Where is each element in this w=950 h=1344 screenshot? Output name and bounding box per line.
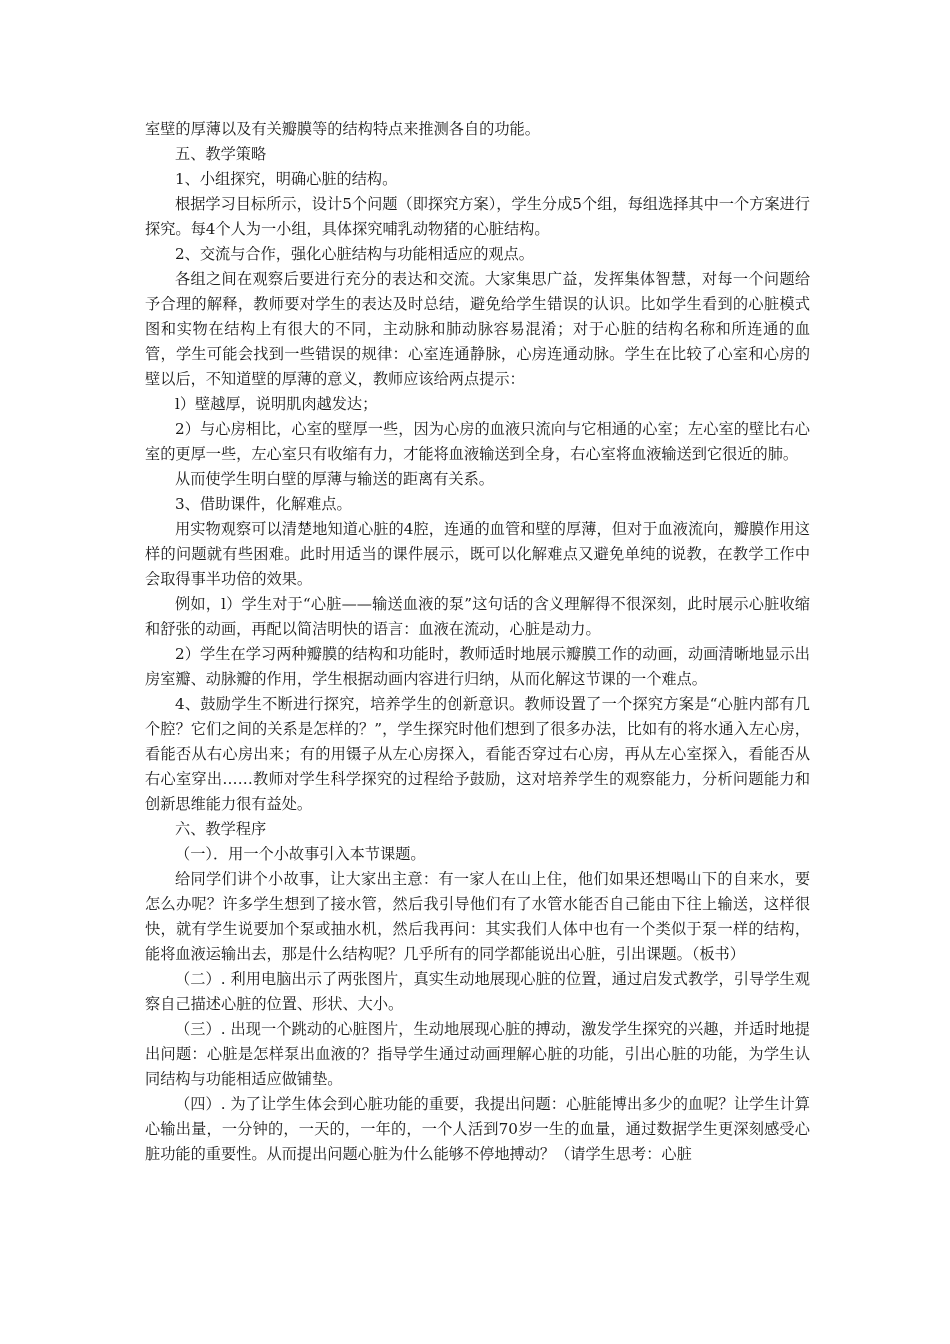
procedure-1-heading: （一）．用一个小故事引入本节课题。 — [175, 845, 426, 863]
paragraph-12: 例如，l）学生对于“心脏——输送血液的泵”这句话的含义理解得不很深刻，此时展示心脏收缩和舒张的动画，再配以简洁明快的语言：血液在流动，心脏是动力。 — [145, 595, 810, 638]
paragraph-1: 室壁的厚薄以及有关瓣膜等的结构特点来推测各自的功能。 — [145, 120, 540, 138]
strategy-3-heading: 3、借助课件，化解难点。 — [175, 495, 352, 513]
paragraph-4: 根据学习目标所示，设计5个问题（即探究方案），学生分成5个组，每组选择其中一个方案进行探究。每4个人为一小组，具体探究哺乳动物猪的心脏结构。 — [145, 195, 810, 238]
procedure-4-paragraph: （四）. 为了让学生体会到心脏功能的重要，我提出问题：心脏能博出多少的血呢？让学生计算心输出量，一分钟的，一天的，一年的，一个人活到70岁一生的血量，通过数据学生更深刻感受心脏功能的重要性。从而提出问题心脏为什么能够不停地搏动？（请学生思考：心脏 — [145, 1095, 810, 1163]
section-heading-teaching-strategy: 五、教学策略 — [175, 145, 267, 163]
hint-2: 2）与心房相比，心室的壁厚一些，因为心房的血液只流向与它相通的心室；左心室的壁比右心室的更厚一些，左心室只有收缩有力，才能将血液输送到全身，右心室将血液输送到它很近的肺。 — [145, 420, 810, 463]
paragraph-6: 各组之间在观察后要进行充分的表达和交流。大家集思广益，发挥集体智慧，对每一个问题给予合理的解释，教师要对学生的表达及时总结，避免给学生错误的认识。比如学生看到的心脏模式图和实物在结构上有很大的不同，主动脉和肺动脉容易混淆；对于心脏的结构名称和所连通的血管，学生可能会找到一些错误的规律：心室连通静脉，心房连通动脉。学生在比较了心室和心房的壁以后，不知道壁的厚薄的意义，教师应该给两点提示： — [145, 270, 810, 388]
paragraph-11: 用实物观察可以清楚地知道心脏的4腔，连通的血管和壁的厚薄，但对于血液流向，瓣膜作用这样的问题就有些困难。此时用适当的课件展示，既可以化解难点又避免单纯的说教，在教学工作中会取得事半功倍的效果。 — [145, 520, 810, 588]
paragraph-13: 2）学生在学习两种瓣膜的结构和功能时，教师适时地展示瓣膜工作的动画，动画清晰地显示出房室瓣、动脉瓣的作用，学生根据动画内容进行归纳，从而化解这节课的一个难点。 — [145, 645, 810, 688]
strategy-4-paragraph: 4、鼓励学生不断进行探究，培养学生的创新意识。教师设置了一个探究方案是“心脏内部有几个腔？它们之间的关系是怎样的？”，学生探究时他们想到了很多办法，比如有的将水通入左心房，看能否从右心房出来；有的用镊子从左心房探入，看能否穿过右心房，再从左心室探入，看能否从右心室穿出……教师对学生科学探究的过程给予鼓励，这对培养学生的观察能力，分析问题能力和创新思维能力很有益处。 — [145, 695, 810, 813]
hint-1: l）壁越厚，说明肌肉越发达； — [175, 395, 378, 413]
strategy-2-heading: 2、交流与合作，强化心脏结构与功能相适应的观点。 — [175, 245, 534, 263]
procedure-3-paragraph: （三）. 出现一个跳动的心脏图片，生动地展现心脏的搏动，激发学生探究的兴趣，并适时地提出问题：心脏是怎样泵出血液的？指导学生通过动画理解心脏的功能，引出心脏的功能，为学生认同结构与功能相适应做铺垫。 — [145, 1020, 810, 1088]
procedure-2-paragraph: （二）. 利用电脑出示了两张图片，真实生动地展现心脏的位置，通过启发式教学，引导学生观察自己描述心脏的位置、形状、大小。 — [145, 970, 810, 1013]
paragraph-17: 给同学们讲个小故事，让大家出主意：有一家人在山上住，他们如果还想喝山下的自来水，要怎么办呢？许多学生想到了接水管，然后我引导他们有了水管水能否自己能由下往上输送，这样很快，就有学生说要加个泵或抽水机，然后我再问：其实我们人体中也有一个类似于泵一样的结构，能将血液运输出去，那是什么结构呢？几乎所有的同学都能说出心脏，引出课题。（板书） — [145, 870, 810, 963]
document-page — [145, 117, 810, 1167]
strategy-1-heading: 1、小组探究，明确心脏的结构。 — [175, 170, 398, 188]
section-heading-teaching-procedure: 六、教学程序 — [175, 820, 267, 838]
paragraph-9: 从而使学生明白壁的厚薄与输送的距离有关系。 — [175, 470, 494, 488]
